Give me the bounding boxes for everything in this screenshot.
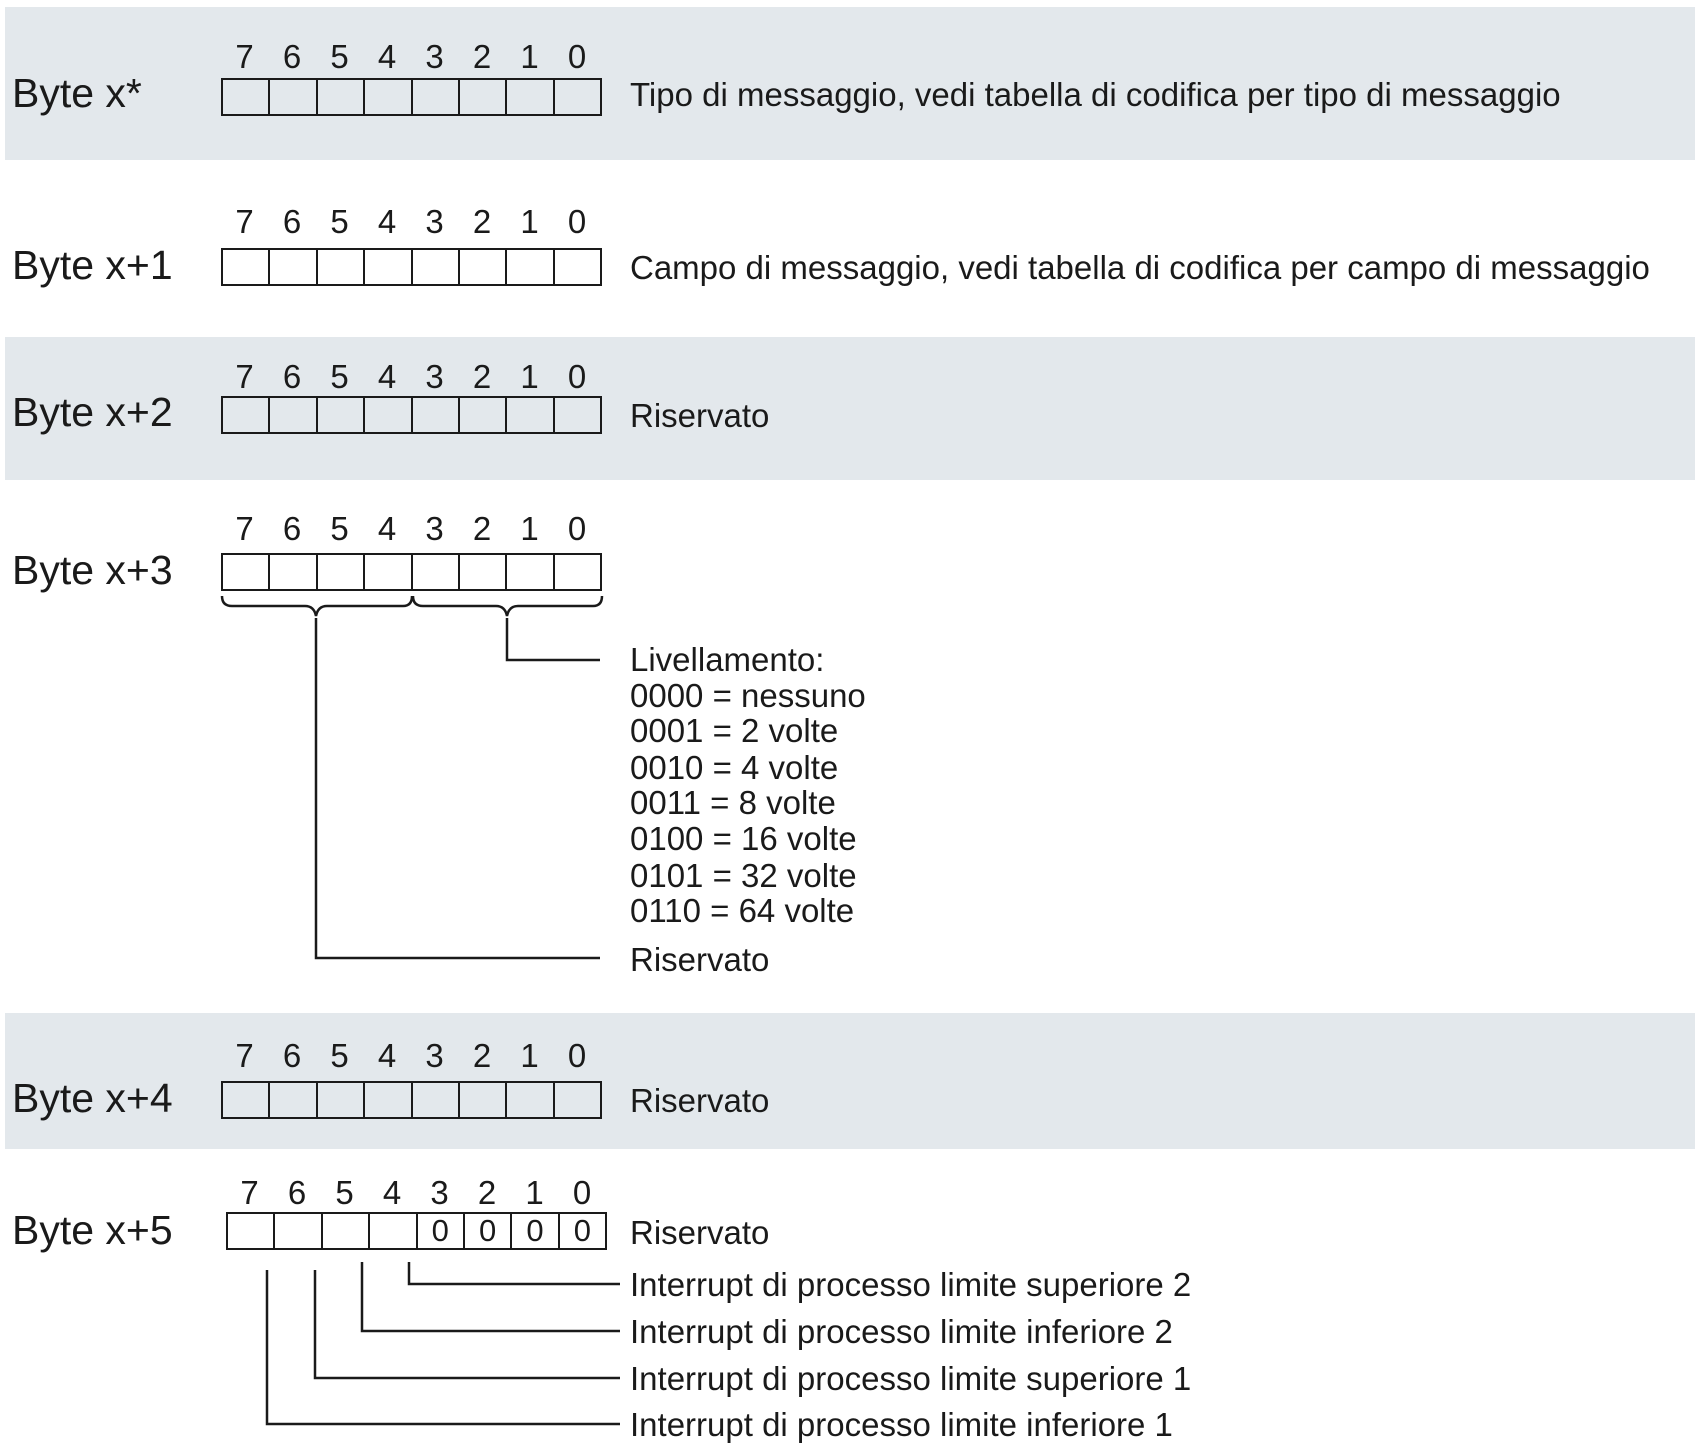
bit-number-row: [221, 512, 601, 546]
bit-cell: [507, 398, 554, 432]
bit-cells: [221, 396, 602, 434]
byte-label: Byte x+2: [12, 389, 173, 435]
bit-number: 2: [477, 1174, 497, 1211]
bit-cell: [318, 250, 365, 284]
bit-number: 3: [425, 1037, 444, 1074]
bit-cells: [221, 248, 602, 286]
smoothing-title: Livellamento:: [630, 641, 825, 678]
bit-cell: [460, 398, 507, 432]
bit-number: 2: [472, 358, 492, 395]
bit-number: 2: [472, 38, 492, 75]
bit-number: 1: [520, 1037, 539, 1074]
bit-description: Interrupt di processo limite inferiore 2: [630, 1313, 1173, 1350]
bit-number-row: [221, 205, 601, 239]
bit-cell: [555, 398, 600, 432]
bit-number: 3: [430, 1174, 449, 1211]
bit-cell: [460, 555, 507, 589]
byte-label: Byte x+5: [12, 1207, 173, 1253]
bit-cell: [270, 250, 317, 284]
reserved-label: Riservato: [630, 941, 770, 978]
bit-cell: [365, 398, 412, 432]
bit-number: 6: [282, 510, 302, 547]
bit-cell: [413, 1083, 460, 1117]
bit-cell: [507, 80, 554, 114]
bit-number: 1: [520, 358, 539, 395]
smoothing-code: 0011 = 8 volte: [630, 784, 836, 821]
bit-cell: [370, 1214, 417, 1248]
bit-cell: [365, 80, 412, 114]
bit-number: 4: [377, 38, 397, 75]
bit-number: 6: [282, 1037, 302, 1074]
bit-cell: [460, 80, 507, 114]
smoothing-code: 0001 = 2 volte: [630, 712, 839, 749]
bit-number-row: [226, 1176, 606, 1210]
bit-number: 4: [377, 510, 397, 547]
bit-cell: [223, 250, 270, 284]
bit-number: 5: [330, 38, 349, 75]
bit-number-row: [221, 1039, 601, 1073]
bits-3-0-connector: [409, 1262, 620, 1284]
byte-description: Riservato: [630, 1082, 770, 1119]
bit-number: 3: [425, 510, 444, 547]
bit-number: 7: [235, 358, 254, 395]
smoothing-connector: [507, 618, 600, 660]
bit-number: 7: [235, 1037, 254, 1074]
bit-cell: [555, 1083, 600, 1117]
bit-cell: [318, 1083, 365, 1117]
bit-number: 4: [377, 203, 397, 240]
bit-cell: [270, 1083, 317, 1117]
bit-cell: [413, 398, 460, 432]
bit-number: 5: [330, 358, 349, 395]
bit-number: 5: [335, 1174, 354, 1211]
bit-number: 4: [377, 1037, 397, 1074]
bit-number: 3: [425, 38, 444, 75]
bit-cell: [365, 555, 412, 589]
bit-number: 7: [235, 203, 254, 240]
bit-number: 1: [520, 510, 539, 547]
bit-number: 7: [235, 510, 254, 547]
bit-cell: 0: [573, 1213, 591, 1248]
bit-cell: [223, 1083, 270, 1117]
bit-5-connector: [315, 1270, 620, 1378]
bit-cell: [270, 80, 317, 114]
bit-number: 0: [567, 38, 587, 75]
bit-cell: [318, 555, 365, 589]
reserved-connector: [316, 618, 600, 958]
smoothing-code: 0101 = 32 volte: [630, 857, 857, 894]
bit-cell: [365, 250, 412, 284]
bit-cell: [413, 80, 460, 114]
bit-number-row: [221, 360, 601, 394]
bit-number: 5: [330, 1037, 349, 1074]
bit-number: 1: [525, 1174, 544, 1211]
bit-number: 0: [572, 1174, 592, 1211]
bit-cell: [270, 555, 317, 589]
bit-number: 6: [282, 38, 302, 75]
bit-cell: [460, 1083, 507, 1117]
bit-description: Interrupt di processo limite superiore 2: [630, 1266, 1192, 1303]
bit-number: 4: [377, 358, 397, 395]
bit-cell: [323, 1214, 370, 1248]
bit-cell: 0: [512, 1214, 559, 1248]
bit-cell: 0: [418, 1214, 465, 1248]
byte-label: Byte x+4: [12, 1075, 173, 1121]
bit-number: 7: [235, 38, 254, 75]
bit-cell: [223, 398, 270, 432]
smoothing-code: 0000 = nessuno: [630, 677, 866, 714]
bit-cells: [221, 1081, 602, 1119]
bit-cell: [223, 80, 270, 114]
bit-4-connector: [362, 1262, 620, 1331]
byte-label: Byte x+3: [12, 547, 173, 593]
smoothing-code: 0110 = 64 volte: [630, 892, 855, 929]
byte-description: Riservato: [630, 1214, 770, 1251]
bit-number: 0: [567, 510, 587, 547]
bit-description: Interrupt di processo limite inferiore 1: [630, 1406, 1173, 1443]
bit-cell: [318, 398, 365, 432]
bit-number: 6: [287, 1174, 307, 1211]
bit-cells: [221, 553, 602, 591]
smoothing-code: 0100 = 16 volte: [630, 820, 857, 857]
bit-description: Interrupt di processo limite superiore 1: [630, 1360, 1192, 1397]
byte-description: Riservato: [630, 397, 770, 434]
bit-number: 0: [567, 1037, 587, 1074]
bit-cells: [226, 1212, 607, 1250]
bit-number: 7: [240, 1174, 259, 1211]
bit-cell: [555, 250, 600, 284]
bit-number: 1: [520, 203, 539, 240]
bit-cell: [460, 250, 507, 284]
bit-number-row: [221, 40, 601, 74]
bit-number: 6: [282, 203, 302, 240]
byte-description: Campo di messaggio, vedi tabella di codifica per campo di messaggio: [630, 249, 1650, 286]
byte-label: Byte x+1: [12, 242, 173, 288]
bit-cell: 0: [465, 1214, 512, 1248]
bit-cell: [223, 555, 270, 589]
bit-cell: [555, 80, 600, 114]
bit-number: 4: [382, 1174, 402, 1211]
bit-number: 3: [425, 358, 444, 395]
bit-number: 6: [282, 358, 302, 395]
bit-number: 0: [567, 203, 587, 240]
bit-cell: [507, 250, 554, 284]
brace-bits-7-4: [222, 596, 412, 616]
bit-cell: [228, 1214, 275, 1248]
bit-cell: [413, 250, 460, 284]
bit-number: 2: [472, 510, 492, 547]
bit-number: 0: [567, 358, 587, 395]
smoothing-code: 0010 = 4 volte: [630, 749, 839, 786]
byte-description: Tipo di messaggio, vedi tabella di codifica per tipo di messaggio: [630, 76, 1561, 113]
bit-number: 2: [472, 203, 492, 240]
bit-number: 5: [330, 510, 349, 547]
bit-cell: [275, 1214, 322, 1248]
bit-cell: [555, 555, 600, 589]
bit-number: 3: [425, 203, 444, 240]
bit-cell: [507, 555, 554, 589]
brace-bits-3-0: [413, 596, 602, 616]
bit-cell: [413, 555, 460, 589]
bit-cell: [507, 1083, 554, 1117]
bit-cell: [318, 80, 365, 114]
bit-cell: [365, 1083, 412, 1117]
bit-7-6-connector: [267, 1270, 620, 1424]
bit-cells: [221, 78, 602, 116]
bit-number: 1: [520, 38, 539, 75]
byte-label: Byte x*: [12, 70, 142, 116]
bit-number: 5: [330, 203, 349, 240]
bit-number: 2: [472, 1037, 492, 1074]
bit-cell: [270, 398, 317, 432]
